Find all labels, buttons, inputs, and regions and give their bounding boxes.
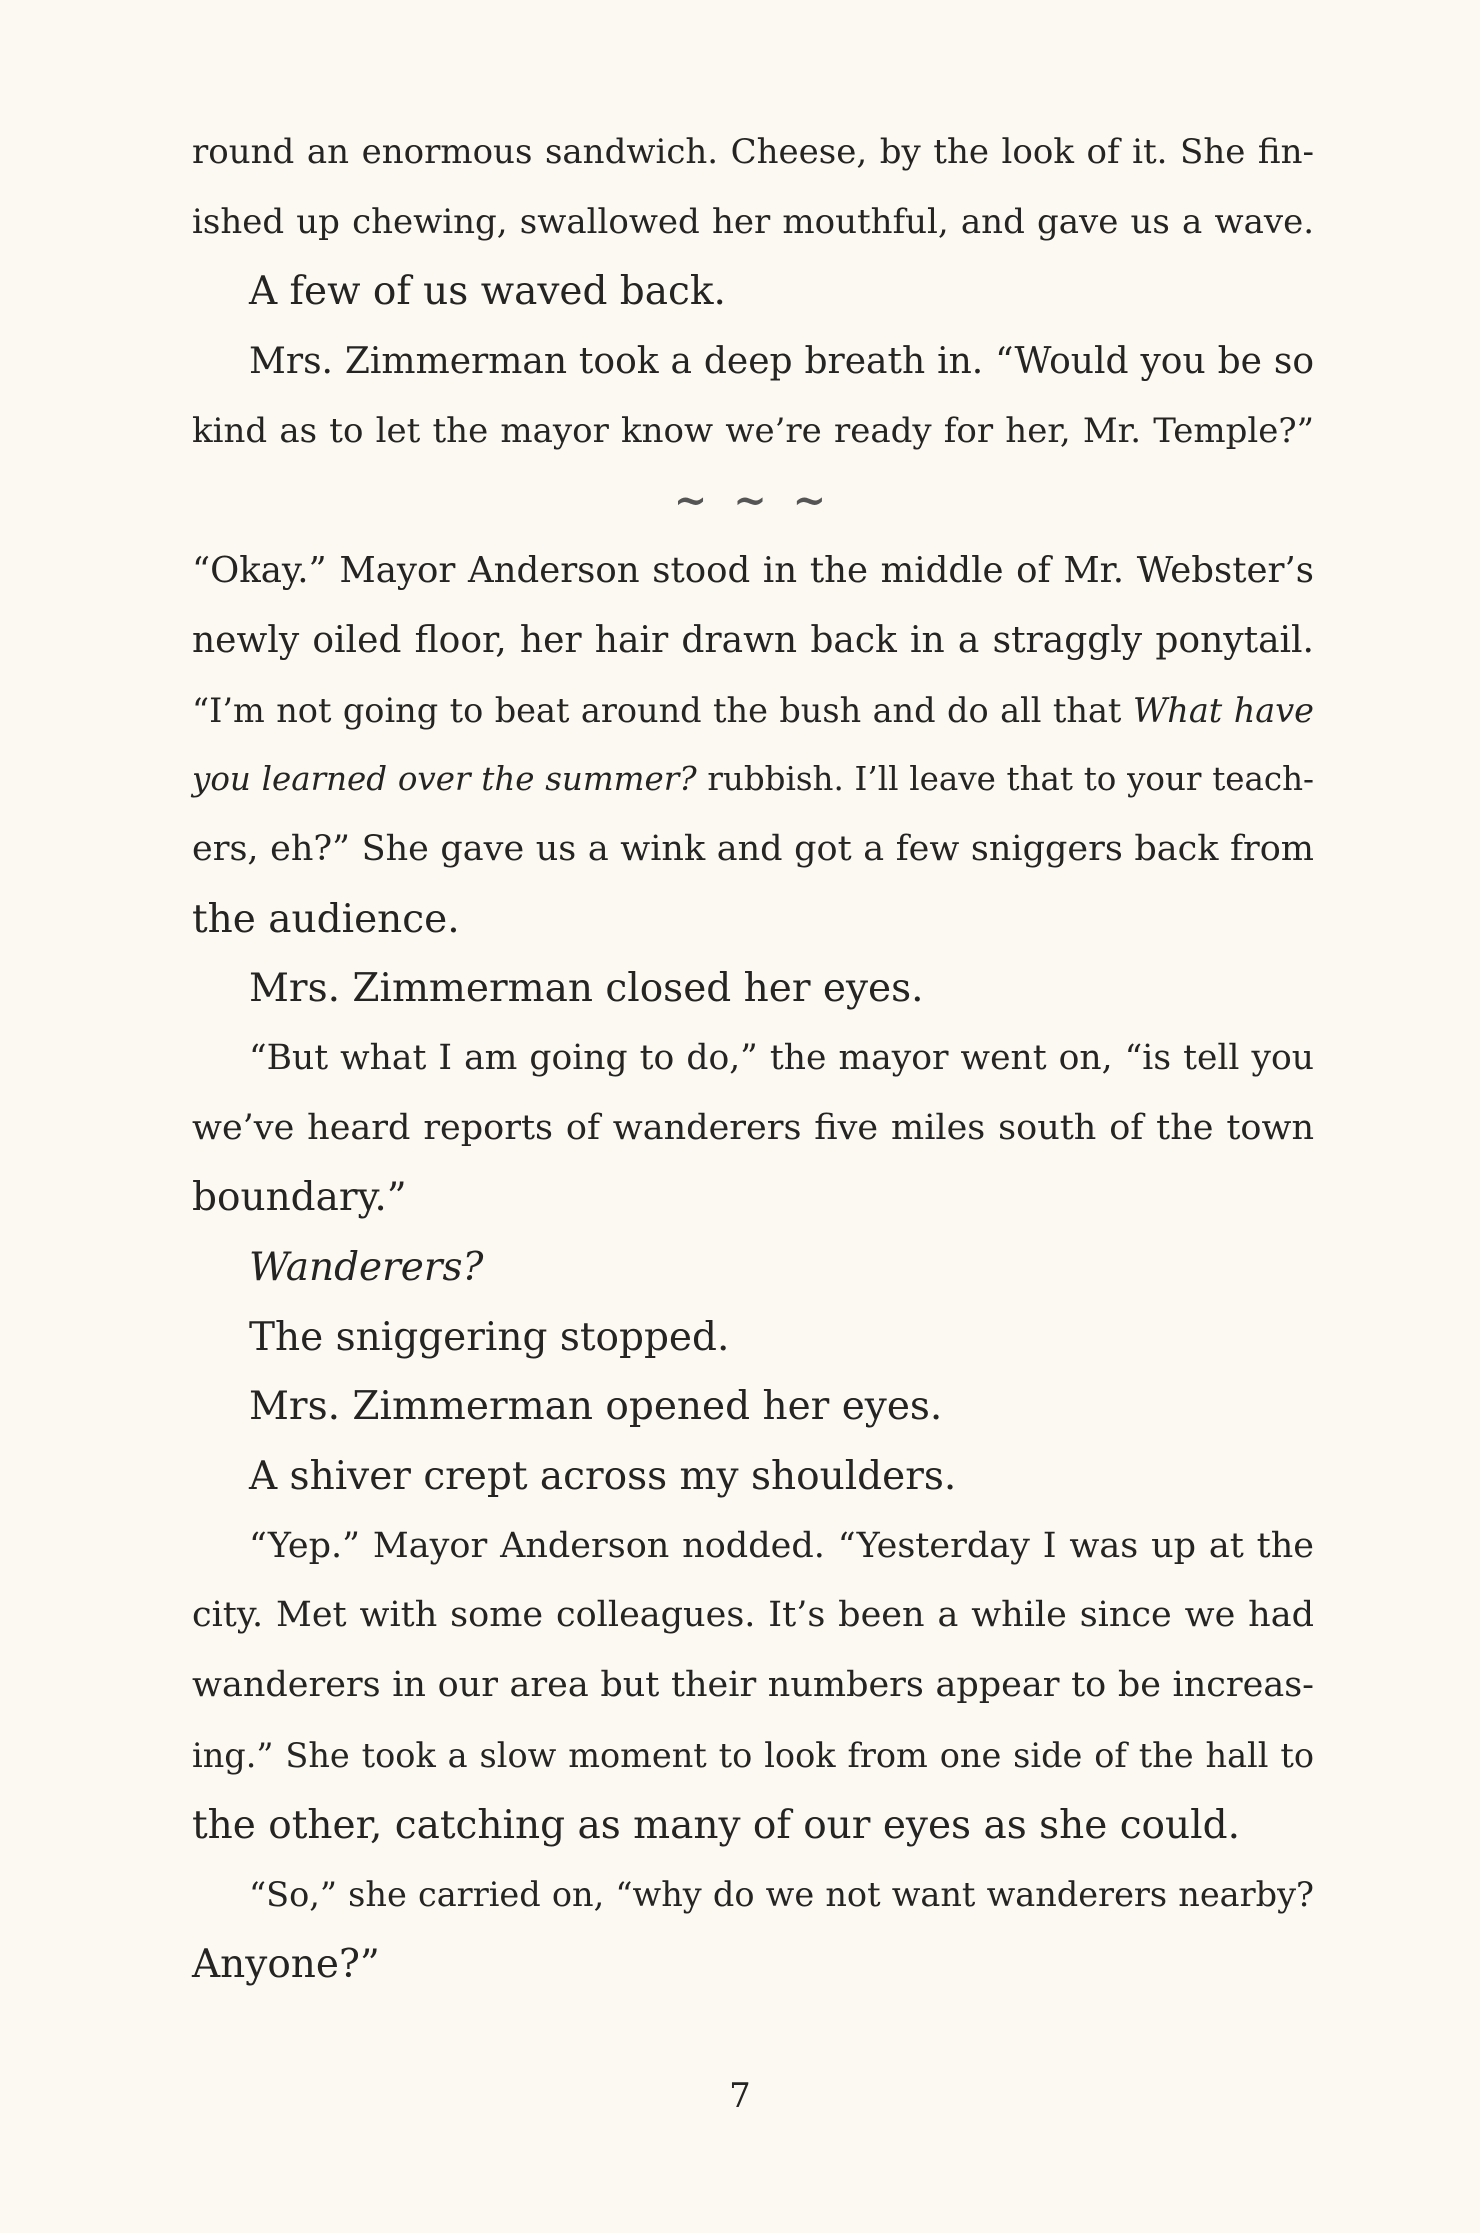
body-text (192, 118, 1314, 2000)
text-line: Mrs. Zimmerman took a deep breath in. “Would you be so (249, 341, 1314, 383)
text-line: newly oiled floor, her hair drawn back in a straggly ponytail. (192, 619, 1314, 661)
text-line: Anyone?” (192, 1941, 380, 1987)
text-line: Mrs. Zimmerman closed her eyes. (249, 966, 924, 1012)
text-line: A few of us waved back. (249, 269, 726, 315)
text-line: kind as to let the mayor know we’re ready for her, Mr. Temple?” (192, 410, 1314, 451)
section-break: ~ ~ ~ (673, 477, 833, 525)
text-line: ished up chewing, swallowed her mouthful, and gave us a wave. (192, 201, 1314, 242)
text-line: ers, eh?” She gave us a wink and got a few sniggers back from (192, 828, 1314, 869)
text-line: Mrs. Zimmerman opened her eyes. (249, 1384, 943, 1430)
text-line: the other, catching as many of our eyes as she could. (192, 1802, 1240, 1848)
page-number: 7 (729, 2076, 751, 2116)
text-line: “Yep.” Mayor Anderson nodded. “Yesterday I was up at the (249, 1525, 1314, 1566)
text-line: “Okay.” Mayor Anderson stood in the middle of Mr. Webster’s (192, 550, 1314, 592)
text-line: round an enormous sandwich. Cheese, by the look of it. She fin- (192, 132, 1314, 172)
text-line: city. Met with some colleagues. It’s been a while since we had (192, 1595, 1314, 1636)
text-line: wanderers in our area but their numbers appear to be increas- (192, 1665, 1314, 1706)
text-line: “But what I am going to do,” the mayor went on, “is tell you (249, 1037, 1314, 1078)
text-line: A shiver crept across my shoulders. (249, 1454, 957, 1500)
italic-phrase: you learned over the summer? (192, 760, 697, 799)
italic-phrase: What have (1132, 690, 1315, 730)
text-line: the audience. (192, 896, 460, 942)
text-line (192, 1233, 1314, 1303)
text-line: “So,” she carried on, “why do we not want wanderers nearby? (249, 1875, 1314, 1915)
text-line: The sniggering stopped. (249, 1314, 730, 1360)
text-line: we’ve heard reports of wanderers five miles south of the town (192, 1107, 1314, 1148)
text-line: boundary.” (192, 1175, 407, 1221)
italic-phrase: Wanderers? (249, 1245, 484, 1290)
text-line: ing.” She took a slow moment to look from one side of the hall to (192, 1735, 1314, 1775)
text-line: “I’m not going to beat around the bush and do all that What have (192, 690, 1315, 730)
text-line: you learned over the summer? rubbish. I’ll leave that to your teach- (192, 760, 1314, 799)
